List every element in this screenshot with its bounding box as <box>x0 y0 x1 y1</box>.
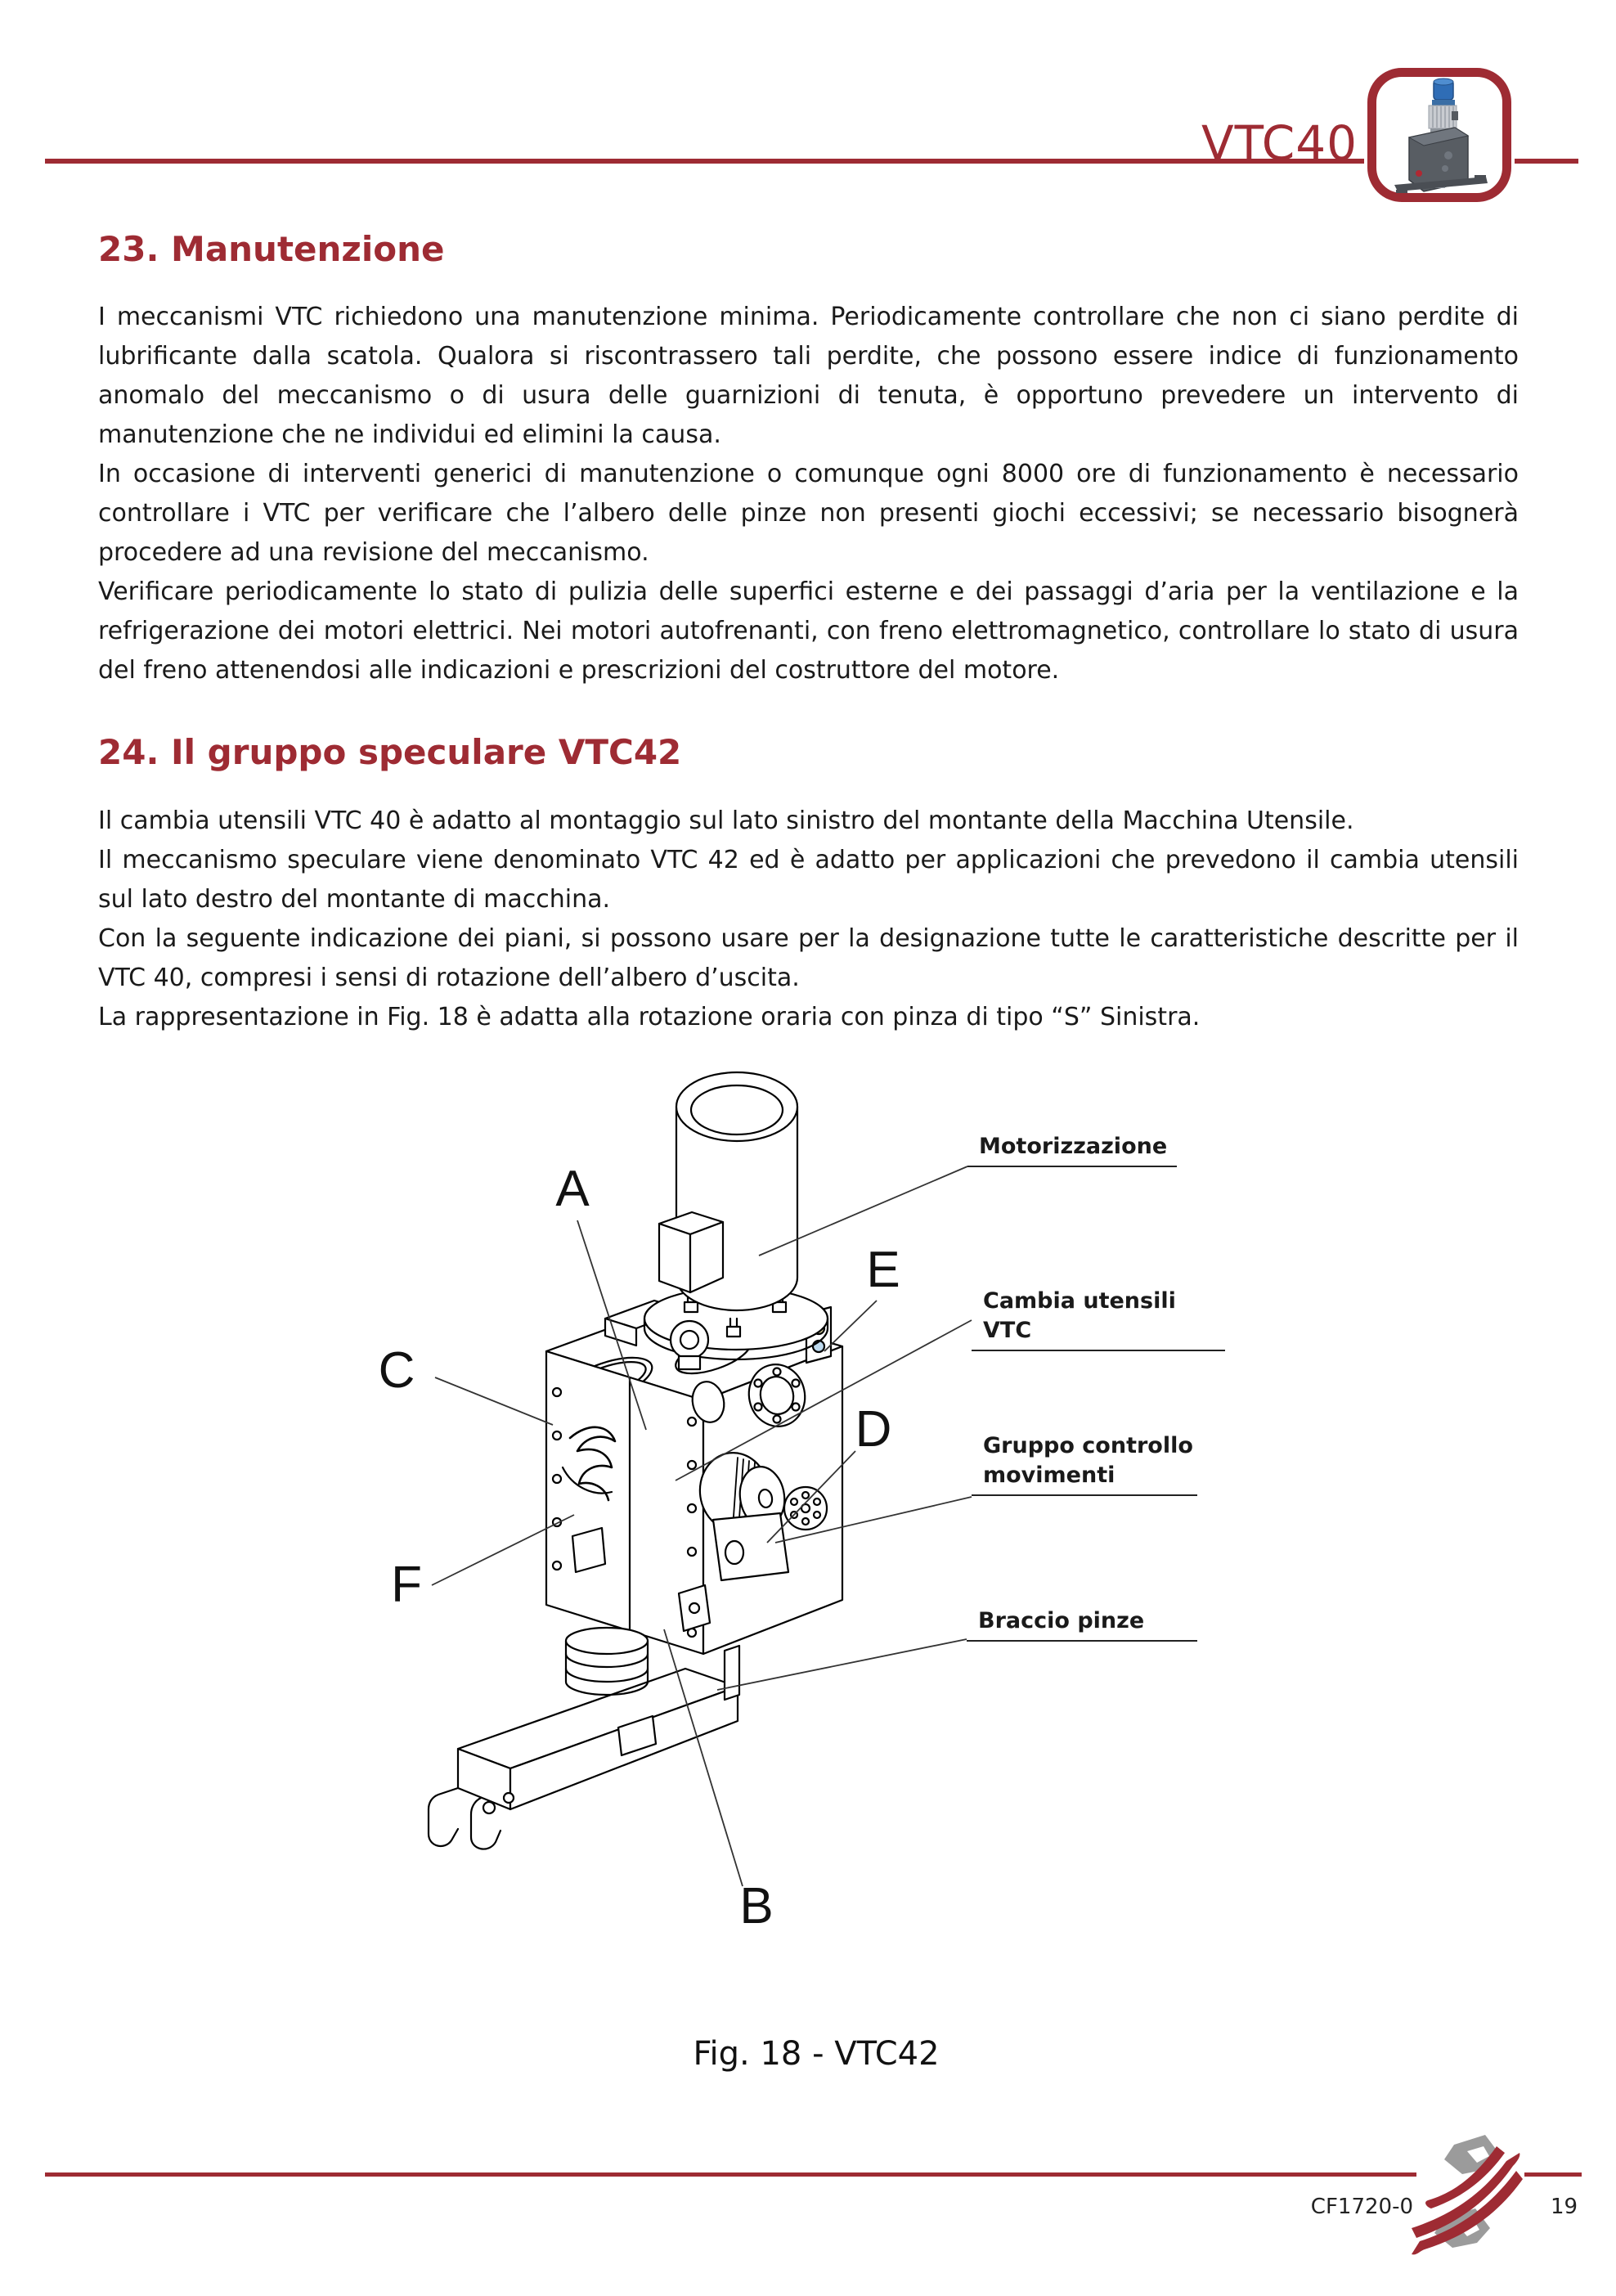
paragraph: La rappresentazione in Fig. 18 è adatta alla rotazione oraria con pinza di tipo “S” Sinistra. <box>98 1003 1201 1031</box>
section-24-heading: 24. Il gruppo speculare VTC42 <box>98 732 682 772</box>
paragraph: Il cambia utensili VTC 40 è adatto al montaggio sul lato sinistro del montante della Macchina Utensile. <box>98 807 1354 835</box>
callout-gruppo-controllo-movimenti: Gruppo controllo movimenti <box>972 1431 1197 1496</box>
callout-cambia-utensili-vtc: Cambia utensili VTC <box>972 1287 1225 1351</box>
fig-letter-b: B <box>739 1878 774 1934</box>
paragraph: In occasione di interventi generici di manutenzione o comunque ogni 8000 ore di funzionamento è necessario controllare i VTC per verificare che l’albero delle pinze non presenti giochi eccessivi; se necessario bisognerà procedere ad una revisione del meccanismo. <box>98 460 1519 567</box>
leader-c <box>435 1377 553 1425</box>
section-23-heading: 23. Manutenzione <box>98 229 445 269</box>
leader-gruppo-controllo <box>775 1497 972 1543</box>
figure-caption: Fig. 18 - VTC42 <box>693 2035 940 2073</box>
paragraph: I meccanismi VTC richiedono una manutenzione minima. Periodicamente controllare che non ci siano perdite di lubrificante dalla scatola. Qualora si riscontrassero tali perdite, che possono essere indice di funzionamento anomalo del meccanismo o di usura delle guarnizioni di tenuta, è opportuno prevedere un intervento di manutenzione che ne individui ed elimini la causa. <box>98 303 1519 449</box>
footer-page-number: 19 <box>1551 2195 1578 2219</box>
footer-rule-right <box>1524 2172 1582 2177</box>
leader-b <box>664 1629 743 1886</box>
company-logo-icon <box>1408 2132 1526 2266</box>
fig-letter-a: A <box>555 1161 590 1217</box>
section-23-body <box>98 298 1519 690</box>
paragraph: Il meccanismo speculare viene denominato VTC 42 ed è adatto per applicazioni che prevedono il cambia utensili sul lato destro del montante di macchina. <box>98 846 1519 914</box>
footer-doc-code: CF1720-0 <box>1310 2195 1413 2219</box>
header-rule-right <box>1515 159 1578 164</box>
leader-a <box>577 1220 646 1430</box>
section-24-body <box>98 802 1519 1037</box>
brand-box <box>1367 68 1511 202</box>
leader-braccio-pinze <box>717 1639 967 1690</box>
fig-letter-c: C <box>378 1342 415 1399</box>
leader-motorizzazione <box>759 1166 967 1256</box>
leader-cambia-utensili <box>676 1320 972 1480</box>
paragraph: Verificare periodicamente lo stato di pulizia delle superfici esterne e dei passaggi d’aria per la ventilazione e la refrigerazione dei motori elettrici. Nei motori autofrenanti, con freno elettromagnetico, controllare lo stato di usura del freno attenendosi alle indicazioni e prescrizioni del costruttore del motore. <box>98 577 1519 685</box>
footer-rule-left <box>45 2172 1416 2177</box>
callout-motorizzazione: Motorizzazione <box>967 1132 1177 1167</box>
leader-d <box>767 1451 855 1543</box>
vtc40-machine-photo-icon <box>1376 77 1502 193</box>
fig-letter-e: E <box>866 1242 900 1298</box>
leader-f <box>432 1515 574 1585</box>
fig-letter-f: F <box>391 1557 422 1613</box>
fig-letter-d: D <box>855 1401 892 1458</box>
callout-braccio-pinze: Braccio pinze <box>967 1606 1197 1642</box>
page-title: VTC40 <box>1201 115 1358 171</box>
leader-e <box>824 1301 877 1351</box>
paragraph: Con la seguente indicazione dei piani, si possono usare per la designazione tutte le caratteristiche descritte per il VTC 40, compresi i sensi di rotazione dell’albero d’uscita. <box>98 924 1519 992</box>
